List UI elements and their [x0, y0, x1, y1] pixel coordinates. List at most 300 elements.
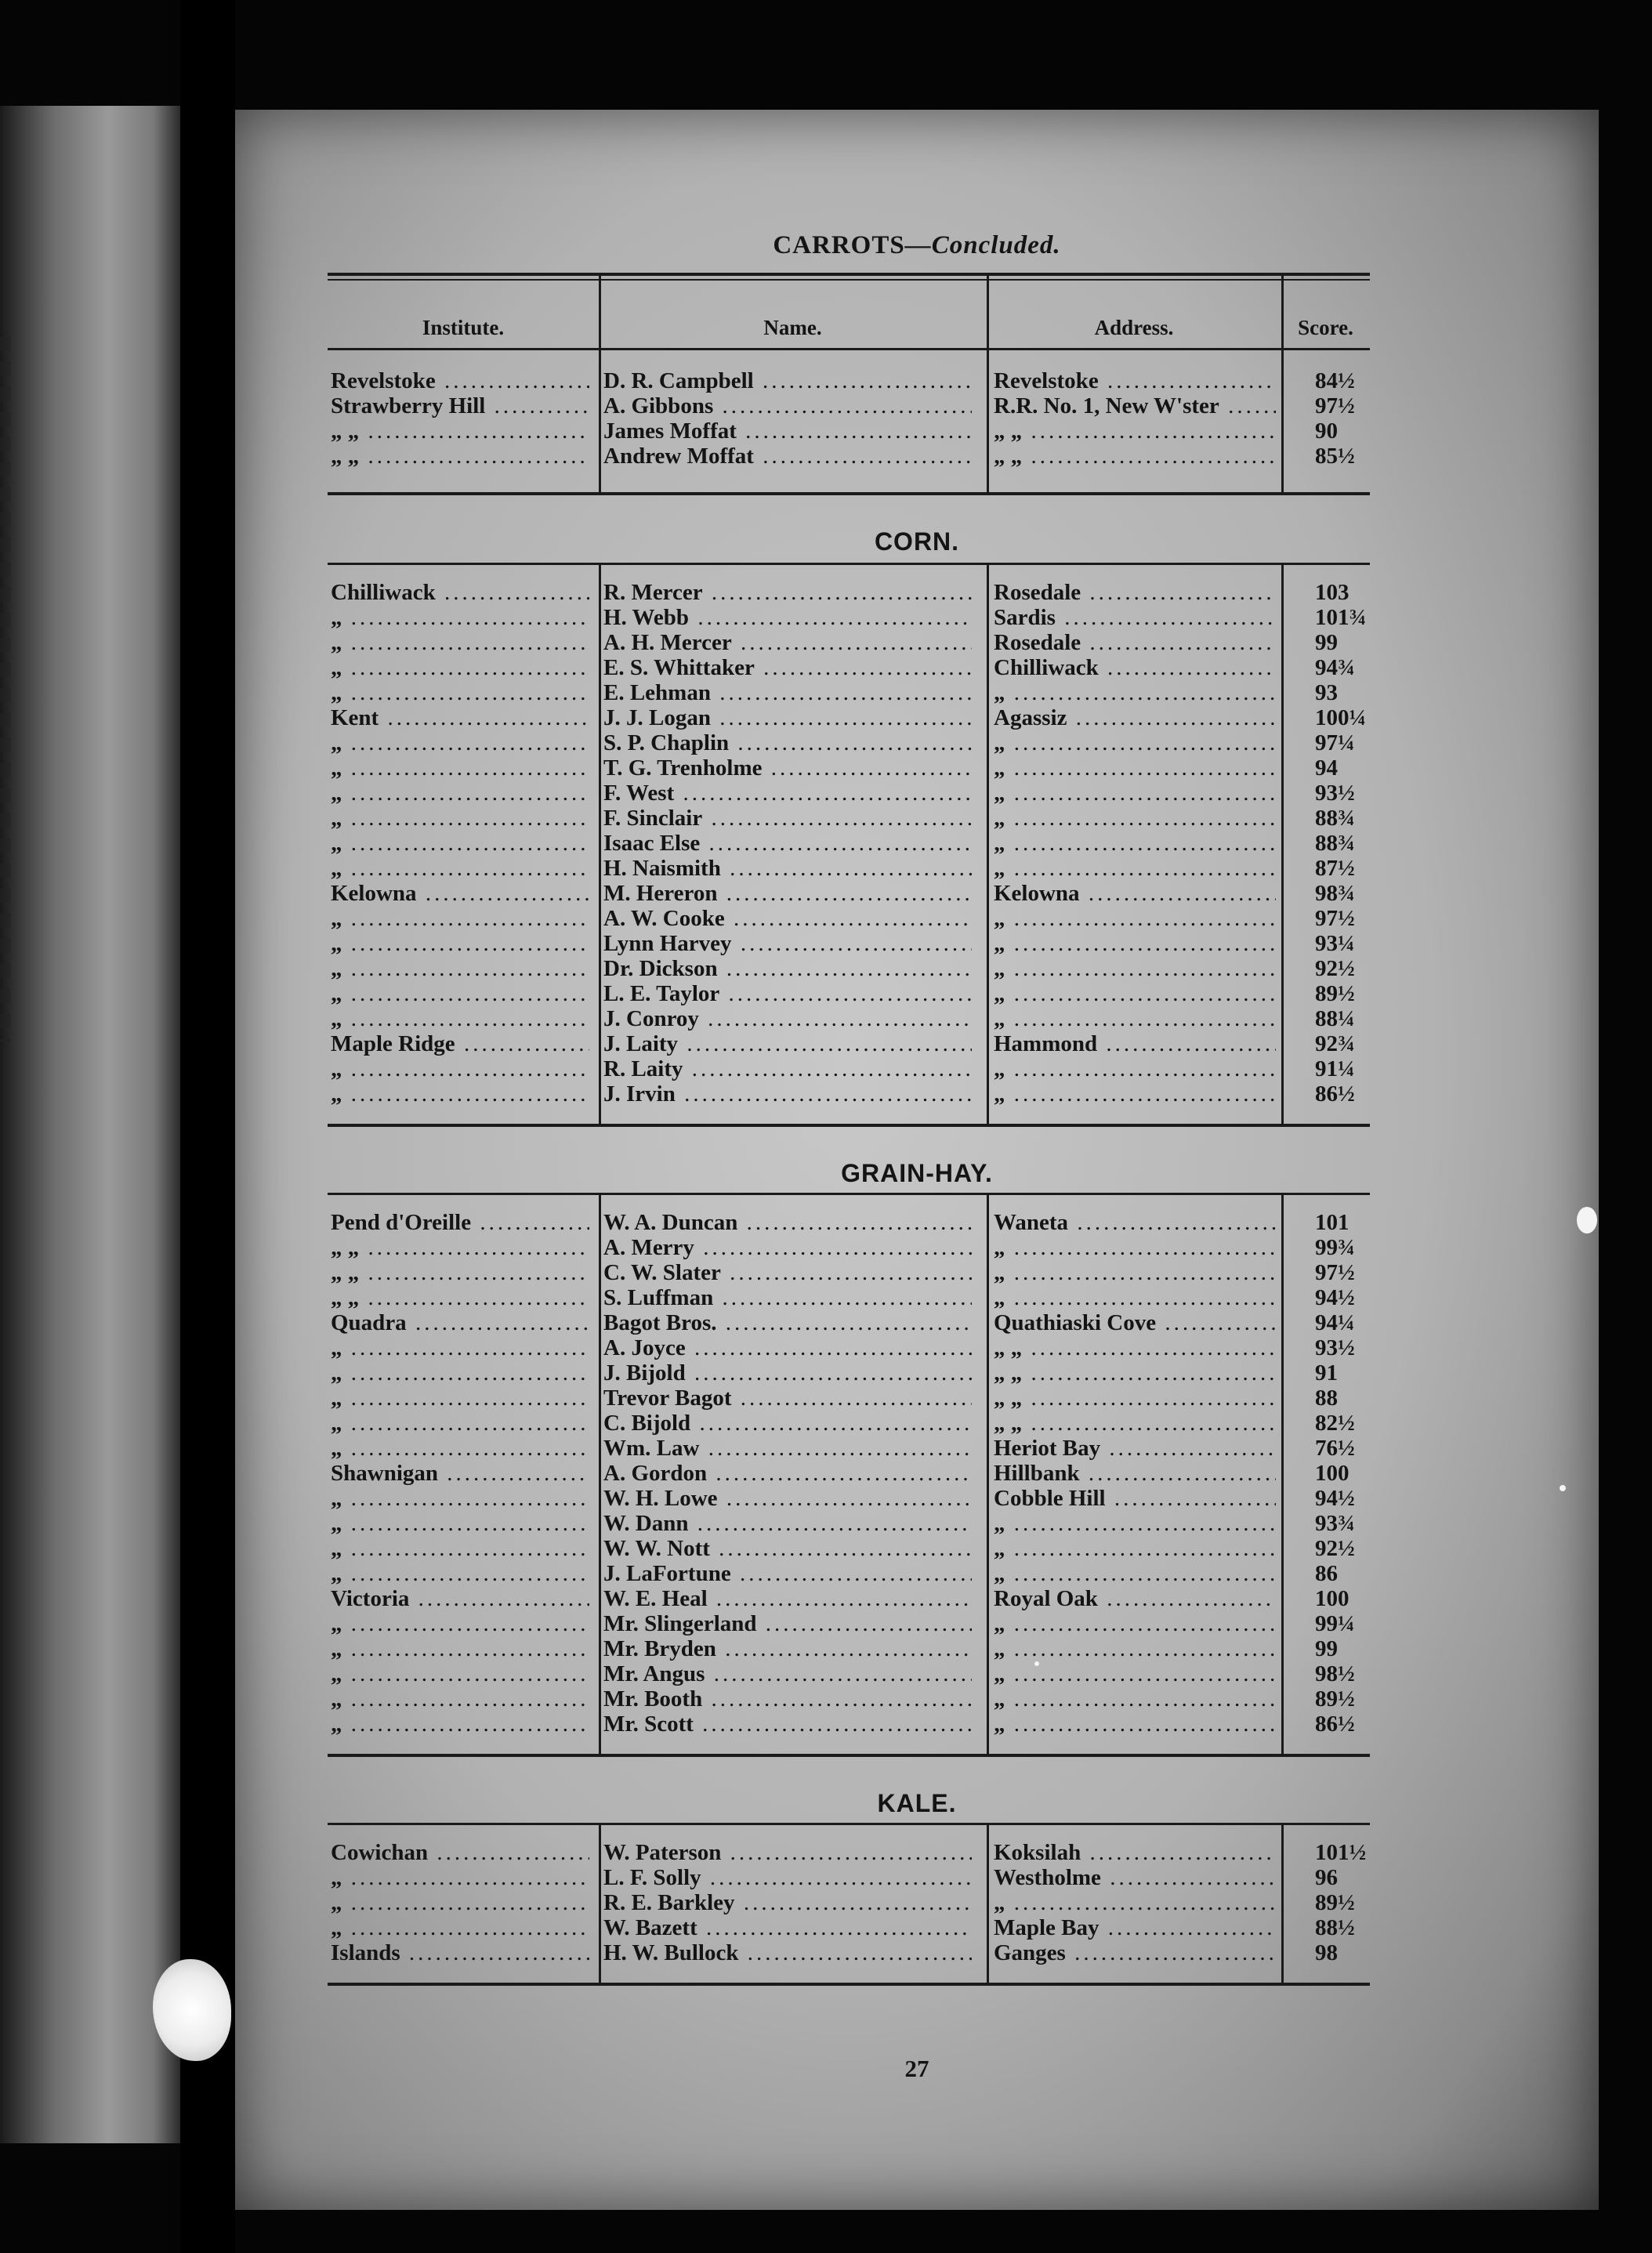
score-text: 91¼	[1315, 1056, 1355, 1081]
institute-text: Shawnigan .....	[331, 1461, 589, 1486]
cell-name	[603, 1411, 972, 1436]
name-text: Wm. Law .....	[603, 1436, 972, 1461]
score-text: 99	[1315, 630, 1338, 655]
score-text: 89½	[1315, 1686, 1355, 1711]
address-text: „ .....	[994, 1890, 1276, 1915]
cell-score	[1315, 931, 1378, 956]
score-text: 76½	[1315, 1436, 1355, 1461]
cell-address	[994, 368, 1276, 393]
address-text: Heriot Bay .....	[994, 1436, 1276, 1461]
cell-score	[1315, 1711, 1378, 1737]
score-text: 94¾	[1315, 655, 1355, 680]
institute-text: „ „ .....	[331, 444, 589, 469]
carrots-row	[235, 393, 1599, 418]
address-text: „ .....	[994, 806, 1276, 831]
cell-address	[994, 1586, 1276, 1611]
score-text: 82½	[1315, 1411, 1355, 1436]
cell-name	[603, 1915, 972, 1940]
cell-name	[603, 680, 972, 705]
cell-score	[1315, 981, 1378, 1006]
institute-text: „ .....	[331, 680, 589, 705]
table-row	[235, 1031, 1599, 1056]
running-head-crop: CARROTS	[773, 231, 905, 259]
address-text: „ „ .....	[994, 1385, 1276, 1411]
book-gutter	[180, 0, 235, 2253]
institute-text: Strawberry Hill .....	[331, 393, 589, 418]
address-text: Agassiz .....	[994, 705, 1276, 730]
address-text: Ganges .....	[994, 1940, 1276, 1965]
score-text: 94½	[1315, 1486, 1355, 1511]
name-text: H. Naismith .....	[603, 856, 972, 881]
institute-text: „ „ .....	[331, 418, 589, 444]
institute-text: „ .....	[331, 781, 589, 806]
score-text: 100¼	[1315, 705, 1367, 730]
cell-institute	[331, 755, 589, 781]
cell-name	[603, 1006, 972, 1031]
institute-text: „ .....	[331, 630, 589, 655]
cell-institute	[331, 655, 589, 680]
cell-score	[1315, 1511, 1378, 1536]
institute-text: „ .....	[331, 1056, 589, 1081]
name-text: H. Webb .....	[603, 605, 972, 630]
address-text: Rosedale .....	[994, 630, 1276, 655]
institute-text: „ .....	[331, 1411, 589, 1436]
cell-score	[1315, 393, 1378, 418]
cell-score	[1315, 1611, 1378, 1636]
cell-address	[994, 956, 1276, 981]
column-header-score: Score.	[1298, 316, 1353, 339]
cell-institute	[331, 806, 589, 831]
cell-institute	[331, 1686, 589, 1711]
name-text: T. G. Trenholme .....	[603, 755, 972, 781]
name-text: Mr. Slingerland .....	[603, 1611, 972, 1636]
column-divider	[1281, 563, 1284, 1124]
name-text: W. H. Lowe .....	[603, 1486, 972, 1511]
score-text: 86	[1315, 1561, 1338, 1586]
address-text: „ .....	[994, 956, 1276, 981]
cell-name	[603, 655, 972, 680]
address-text: Kelowna .....	[994, 881, 1276, 906]
cell-institute	[331, 1840, 589, 1865]
cell-address	[994, 1915, 1276, 1940]
cell-name	[603, 981, 972, 1006]
cell-score	[1315, 806, 1378, 831]
cell-name	[603, 1561, 972, 1586]
cell-score	[1315, 1890, 1378, 1915]
cell-institute	[331, 1031, 589, 1056]
cell-score	[1315, 1385, 1378, 1411]
cell-address	[994, 1360, 1276, 1385]
name-text: J. LaFortune .....	[603, 1561, 972, 1586]
cell-score	[1315, 1411, 1378, 1436]
institute-text: Victoria .....	[331, 1586, 589, 1611]
cell-score	[1315, 1081, 1378, 1107]
cell-name	[603, 1686, 972, 1711]
address-text: „ .....	[994, 1235, 1276, 1260]
cell-name	[603, 1436, 972, 1461]
cell-score	[1315, 705, 1378, 730]
table-row	[235, 881, 1599, 906]
cell-institute	[331, 1661, 589, 1686]
cell-score	[1315, 605, 1378, 630]
name-text: J. Bijold .....	[603, 1360, 972, 1385]
address-text: „ .....	[994, 1260, 1276, 1285]
table-row	[235, 755, 1599, 781]
cell-institute	[331, 1611, 589, 1636]
cell-address	[994, 1940, 1276, 1965]
institute-text: „ „ .....	[331, 1285, 589, 1310]
cell-score	[1315, 1586, 1378, 1611]
address-text: Quathiaski Cove .....	[994, 1310, 1276, 1335]
cell-institute	[331, 1006, 589, 1031]
institute-text: „ „ .....	[331, 1235, 589, 1260]
institute-text: „ .....	[331, 831, 589, 856]
address-text: Waneta .....	[994, 1210, 1276, 1235]
score-text: 99¼	[1315, 1611, 1355, 1636]
name-text: A. Gordon .....	[603, 1461, 972, 1486]
name-text: Mr. Angus .....	[603, 1661, 972, 1686]
cell-address	[994, 1436, 1276, 1461]
table-row	[235, 580, 1599, 605]
name-text: A. Merry .....	[603, 1235, 972, 1260]
cell-name	[603, 1586, 972, 1611]
cell-institute	[331, 1335, 589, 1360]
table-row	[235, 931, 1599, 956]
cell-name	[603, 1210, 972, 1235]
score-text: 93	[1315, 680, 1338, 705]
institute-text: „ .....	[331, 1915, 589, 1940]
cell-score	[1315, 881, 1378, 906]
cell-address	[994, 1486, 1276, 1511]
cell-address	[994, 705, 1276, 730]
address-text: Rosedale .....	[994, 580, 1276, 605]
cell-name	[603, 755, 972, 781]
cell-score	[1315, 831, 1378, 856]
score-text: 103	[1315, 580, 1349, 605]
address-text: „ .....	[994, 1006, 1276, 1031]
address-text: „ „ .....	[994, 444, 1276, 469]
cell-score	[1315, 1686, 1378, 1711]
name-text: S. P. Chaplin .....	[603, 730, 972, 755]
table-row	[235, 956, 1599, 981]
cell-address	[994, 1686, 1276, 1711]
score-text: 97¼	[1315, 730, 1355, 755]
table-row	[235, 630, 1599, 655]
section-bottom-rule	[328, 492, 1370, 495]
institute-text: „ .....	[331, 1865, 589, 1890]
cell-institute	[331, 931, 589, 956]
address-text: „ .....	[994, 1611, 1276, 1636]
institute-text: „ .....	[331, 1561, 589, 1586]
score-text: 88½	[1315, 1915, 1355, 1940]
name-text: W. W. Nott .....	[603, 1536, 972, 1561]
cell-name	[603, 1310, 972, 1335]
table-row	[235, 680, 1599, 705]
cell-address	[994, 1031, 1276, 1056]
cell-name	[603, 806, 972, 831]
cell-name	[603, 1890, 972, 1915]
table-row	[235, 1360, 1599, 1385]
score-text: 84½	[1315, 368, 1355, 393]
cell-institute	[331, 630, 589, 655]
cell-institute	[331, 856, 589, 881]
table-row	[235, 1411, 1599, 1436]
institute-text: Pend d'Oreille .....	[331, 1210, 589, 1235]
cell-address	[994, 1260, 1276, 1285]
score-text: 88	[1315, 1385, 1338, 1411]
name-text: E. S. Whittaker .....	[603, 655, 972, 680]
column-divider	[599, 1193, 601, 1754]
table-top-rule-thin	[328, 279, 1370, 281]
address-text: Sardis .....	[994, 605, 1276, 630]
cell-name	[603, 881, 972, 906]
table-row	[235, 1260, 1599, 1285]
cell-score	[1315, 1031, 1378, 1056]
score-text: 89½	[1315, 981, 1355, 1006]
cell-address	[994, 1210, 1276, 1235]
table-row	[235, 1865, 1599, 1890]
cell-name	[603, 1711, 972, 1737]
running-head	[235, 231, 1599, 260]
name-text: Mr. Scott .....	[603, 1711, 972, 1737]
column-divider	[987, 276, 989, 492]
cell-score	[1315, 730, 1378, 755]
name-text: W. Bazett .....	[603, 1915, 972, 1940]
name-text: Trevor Bagot .....	[603, 1385, 972, 1411]
address-text: „ .....	[994, 1686, 1276, 1711]
institute-text: „ .....	[331, 1890, 589, 1915]
cell-name	[603, 931, 972, 956]
address-text: „ „ .....	[994, 418, 1276, 444]
cell-score	[1315, 906, 1378, 931]
cell-name	[603, 1385, 972, 1411]
name-text: C. W. Slater .....	[603, 1260, 972, 1285]
score-text: 100	[1315, 1586, 1349, 1611]
address-text: „ .....	[994, 906, 1276, 931]
cell-address	[994, 1335, 1276, 1360]
cell-score	[1315, 444, 1378, 469]
cell-institute	[331, 1436, 589, 1461]
table-row	[235, 1586, 1599, 1611]
cell-institute	[331, 730, 589, 755]
cell-name	[603, 1461, 972, 1486]
cell-name	[603, 831, 972, 856]
cell-address	[994, 393, 1276, 418]
cell-address	[994, 418, 1276, 444]
cell-address	[994, 931, 1276, 956]
cell-name	[603, 1865, 972, 1890]
cell-score	[1315, 1360, 1378, 1385]
name-text: J. J. Logan .....	[603, 705, 972, 730]
cell-score	[1315, 1661, 1378, 1686]
cell-institute	[331, 1285, 589, 1310]
score-text: 92¾	[1315, 1031, 1355, 1056]
cell-score	[1315, 1940, 1378, 1965]
cell-institute	[331, 781, 589, 806]
cell-institute	[331, 1511, 589, 1536]
address-text: „ .....	[994, 680, 1276, 705]
name-text: W. Dann .....	[603, 1511, 972, 1536]
cell-institute	[331, 1411, 589, 1436]
cell-address	[994, 630, 1276, 655]
cell-address	[994, 655, 1276, 680]
name-text: A. H. Mercer .....	[603, 630, 972, 655]
cell-name	[603, 1536, 972, 1561]
cell-institute	[331, 1310, 589, 1335]
cell-institute	[331, 906, 589, 931]
cell-institute	[331, 1711, 589, 1737]
institute-text: „ .....	[331, 1006, 589, 1031]
table-row	[235, 1056, 1599, 1081]
cell-institute	[331, 1360, 589, 1385]
cell-address	[994, 806, 1276, 831]
name-text: Lynn Harvey .....	[603, 931, 972, 956]
column-divider	[987, 1823, 989, 1983]
institute-text: „ .....	[331, 1081, 589, 1107]
name-text: A. Gibbons .....	[603, 393, 972, 418]
carrots-row	[235, 444, 1599, 469]
cell-name	[603, 1081, 972, 1107]
score-text: 97½	[1315, 1260, 1355, 1285]
cell-address	[994, 680, 1276, 705]
institute-text: Maple Ridge .....	[331, 1031, 589, 1056]
table-row	[235, 1511, 1599, 1536]
score-text: 94	[1315, 755, 1338, 781]
cell-institute	[331, 1461, 589, 1486]
institute-text: Revelstoke .....	[331, 368, 589, 393]
cell-institute	[331, 1636, 589, 1661]
name-text: S. Luffman .....	[603, 1285, 972, 1310]
cell-address	[994, 1661, 1276, 1686]
cell-score	[1315, 1285, 1378, 1310]
section-bottom-rule	[328, 1124, 1370, 1127]
score-text: 94½	[1315, 1285, 1355, 1310]
name-text: R. E. Barkley .....	[603, 1890, 972, 1915]
cell-address	[994, 906, 1276, 931]
table-row	[235, 856, 1599, 881]
table-row	[235, 1081, 1599, 1107]
cell-name	[603, 730, 972, 755]
cell-institute	[331, 1235, 589, 1260]
score-text: 94¼	[1315, 1310, 1355, 1335]
cell-address	[994, 1865, 1276, 1890]
table-row	[235, 1711, 1599, 1737]
cell-name	[603, 1360, 972, 1385]
score-text: 93¼	[1315, 931, 1355, 956]
table-row	[235, 1561, 1599, 1586]
name-text: Andrew Moffat .....	[603, 444, 972, 469]
cell-name	[603, 705, 972, 730]
cell-institute	[331, 1561, 589, 1586]
cell-score	[1315, 1235, 1378, 1260]
cell-address	[994, 580, 1276, 605]
cell-name	[603, 1335, 972, 1360]
cell-name	[603, 444, 972, 469]
cell-address	[994, 1636, 1276, 1661]
institute-text: „ .....	[331, 956, 589, 981]
table-row	[235, 806, 1599, 831]
scanned-page	[235, 110, 1599, 2210]
address-text: „ .....	[994, 1561, 1276, 1586]
cell-name	[603, 1636, 972, 1661]
cell-institute	[331, 444, 589, 469]
address-text: „ .....	[994, 730, 1276, 755]
cell-score	[1315, 1056, 1378, 1081]
table-row	[235, 1235, 1599, 1260]
cell-score	[1315, 655, 1378, 680]
page-number: 27	[904, 2055, 929, 2082]
table-row	[235, 1840, 1599, 1865]
cell-institute	[331, 580, 589, 605]
name-text: Isaac Else .....	[603, 831, 972, 856]
address-text: „ .....	[994, 1081, 1276, 1107]
cell-address	[994, 730, 1276, 755]
institute-text: Kent .....	[331, 705, 589, 730]
score-text: 88¾	[1315, 831, 1355, 856]
address-text: „ „ .....	[994, 1335, 1276, 1360]
column-header-address: Address.	[1094, 316, 1174, 339]
table-row	[235, 981, 1599, 1006]
table-row	[235, 1006, 1599, 1031]
score-text: 93½	[1315, 781, 1355, 806]
cell-score	[1315, 956, 1378, 981]
cell-institute	[331, 1865, 589, 1890]
address-text: Cobble Hill .....	[994, 1486, 1276, 1511]
address-text: „ .....	[994, 856, 1276, 881]
address-text: Royal Oak .....	[994, 1586, 1276, 1611]
cell-institute	[331, 1486, 589, 1511]
cell-score	[1315, 680, 1378, 705]
cell-name	[603, 856, 972, 881]
cell-institute	[331, 368, 589, 393]
table-row	[235, 705, 1599, 730]
cell-institute	[331, 705, 589, 730]
cell-score	[1315, 755, 1378, 781]
table-row	[235, 831, 1599, 856]
cell-institute	[331, 1056, 589, 1081]
cell-score	[1315, 1840, 1378, 1865]
institute-text: „ .....	[331, 1436, 589, 1461]
address-text: „ .....	[994, 1661, 1276, 1686]
institute-text: Islands .....	[331, 1940, 589, 1965]
cell-address	[994, 856, 1276, 881]
table-row	[235, 1486, 1599, 1511]
section-top-rule	[328, 1193, 1370, 1195]
table-row	[235, 730, 1599, 755]
address-text: „ „ .....	[994, 1411, 1276, 1436]
name-text: L. F. Solly .....	[603, 1865, 972, 1890]
table-row	[235, 1335, 1599, 1360]
cell-name	[603, 368, 972, 393]
institute-text: Chilliwack .....	[331, 580, 589, 605]
name-text: M. Hereron .....	[603, 881, 972, 906]
score-text: 91	[1315, 1360, 1338, 1385]
address-text: „ .....	[994, 1711, 1276, 1737]
cell-name	[603, 418, 972, 444]
cell-institute	[331, 1536, 589, 1561]
name-text: R. Mercer .....	[603, 580, 972, 605]
institute-text: „ .....	[331, 1611, 589, 1636]
cell-institute	[331, 956, 589, 981]
name-text: J. Irvin .....	[603, 1081, 972, 1107]
address-text: Koksilah .....	[994, 1840, 1276, 1865]
cell-address	[994, 1081, 1276, 1107]
name-text: F. Sinclair .....	[603, 806, 972, 831]
section-top-rule	[328, 563, 1370, 565]
institute-text: „ .....	[331, 856, 589, 881]
column-divider	[1281, 276, 1284, 492]
address-text: Hammond .....	[994, 1031, 1276, 1056]
